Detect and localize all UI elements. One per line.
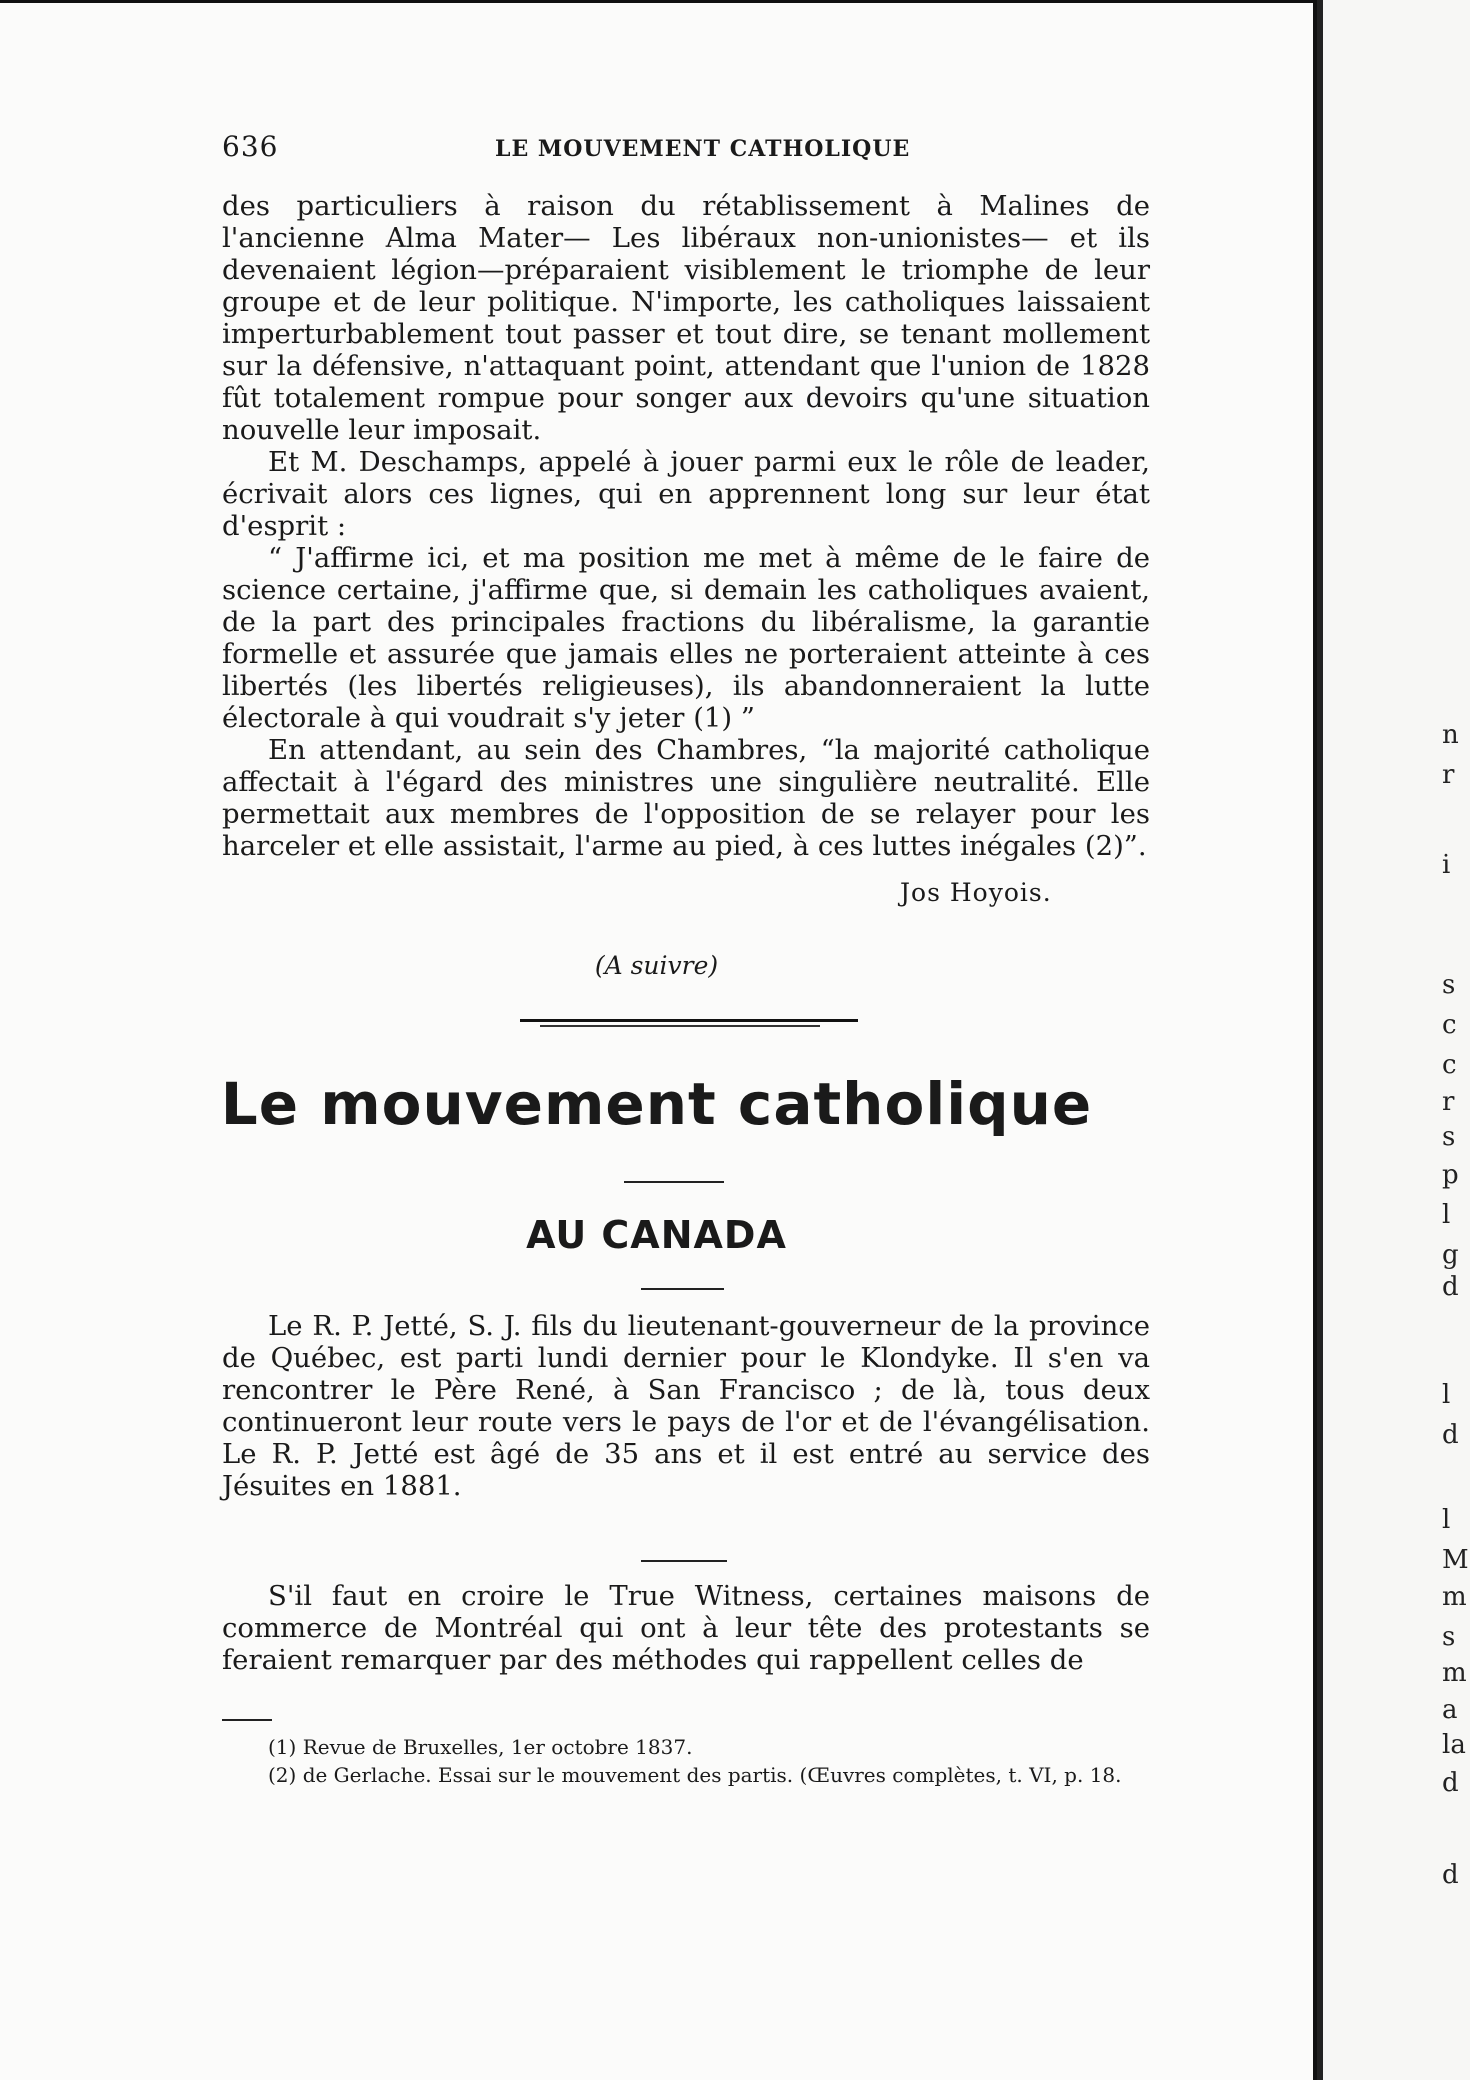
facing-page-letter: p — [1442, 1160, 1459, 1190]
facing-page-letter: l — [1442, 1200, 1451, 1230]
facing-page-letter: la — [1442, 1730, 1466, 1760]
facing-page-letter: l — [1442, 1505, 1451, 1535]
facing-page-letter: c — [1442, 1050, 1457, 1080]
signature: Jos Hoyois. — [900, 878, 1052, 907]
quotation: “ J'affirme ici, et ma position me met à même de le faire de science certaine, j'affirme que, si demain les catholiques avaient, de la part des principales fractions du libéralisme, la garantie formelle et assurée que jamais elles ne porteraient atteinte à ces libertés (les libertés religieuses), ils abandonneraient la lutte électorale à qui voudrait s'y jeter (1) ” — [222, 542, 1150, 734]
running-head — [222, 130, 1150, 170]
article-1-body — [222, 190, 1150, 862]
paragraph: S'il faut en croire le True Witness, certaines maisons de commerce de Montréal qui ont à leur tête des protestants se feraient remarquer par des méthodes qui rappellent celles de — [222, 1580, 1150, 1676]
paragraph: Et M. Deschamps, appelé à jouer parmi eux le rôle de leader, écrivait alors ces lignes, qui en apprennent long sur leur état d'esprit : — [222, 446, 1150, 542]
facing-page-letter: r — [1442, 760, 1455, 790]
facing-page-letter: a — [1442, 1695, 1458, 1725]
facing-page-letter: d — [1442, 1768, 1459, 1798]
facing-page-letter: d — [1442, 1420, 1459, 1450]
facing-page-letter: d — [1442, 1272, 1459, 1302]
footnote: (2) de Gerlache. Essai sur le mouvement des partis. (Œuvres complètes, t. VI, p. 18. — [268, 1763, 1122, 1787]
top-rule — [0, 0, 1313, 3]
facing-page-letter: m — [1442, 1658, 1467, 1688]
facing-page-letter: c — [1442, 1010, 1457, 1040]
subtitle-rule — [641, 1288, 724, 1290]
footnotes — [222, 1733, 1150, 1789]
footnote: (1) Revue de Bruxelles, 1er octobre 1837. — [268, 1735, 693, 1759]
paragraph-rule — [641, 1560, 727, 1562]
paragraph: En attendant, au sein des Chambres, “la majorité catholique affectait à l'égard des ministres une singulière neutralité. Elle permettait aux membres de l'opposition de se relayer pour les harceler et elle assistait, l'arme au pied, à ces luttes inégales (2)”. — [222, 734, 1150, 862]
facing-page-letter: M — [1442, 1545, 1469, 1575]
facing-page-letter: g — [1442, 1240, 1459, 1270]
facing-page-letter: s — [1442, 1622, 1456, 1652]
facing-page-letter: i — [1442, 850, 1451, 880]
facing-page-letter: d — [1442, 1860, 1459, 1890]
facing-page-letter: s — [1442, 1122, 1456, 1152]
title-rule — [624, 1181, 724, 1183]
article-2-body — [222, 1310, 1150, 1502]
running-title: LE MOUVEMENT CATHOLIQUE — [495, 136, 911, 162]
article-title: Le mouvement catholique — [220, 1070, 1093, 1138]
page-number: 636 — [222, 130, 279, 163]
article-2-body-continued — [222, 1580, 1150, 1676]
section-divider — [520, 1019, 858, 1028]
continued-note: (A suivre) — [594, 951, 719, 980]
facing-page-letter: l — [1442, 1380, 1451, 1410]
article-subtitle: AU CANADA — [526, 1213, 787, 1257]
footnote-rule — [222, 1719, 272, 1721]
paragraph: des particuliers à raison du rétablissement à Malines de l'ancienne Alma Mater— Les libéraux non-unionistes— et ils devenaient légion—préparaient visiblement le triomphe de leur groupe et de leur politique. N'importe, les catholiques laissaient imperturbablement tout passer et tout dire, se tenant mollement sur la défensive, n'attaquant point, attendant que l'union de 1828 fût totalement rompue pour songer aux devoirs qu'une situation nouvelle leur imposait. — [222, 190, 1150, 446]
facing-page-letter: r — [1442, 1087, 1455, 1117]
facing-page-letter: m — [1442, 1582, 1467, 1612]
paragraph: Le R. P. Jetté, S. J. fils du lieutenant-gouverneur de la province de Québec, est parti lundi dernier pour le Klondyke. Il s'en va rencontrer le Père René, à San Francisco ; de là, tous deux continueront leur route vers le pays de l'or et de l'évangélisation. Le R. P. Jetté est âgé de 35 ans et il est entré au service des Jésuites en 1881. — [222, 1310, 1150, 1502]
facing-page-letter: s — [1442, 970, 1456, 1000]
facing-page-letter: n — [1442, 720, 1459, 750]
